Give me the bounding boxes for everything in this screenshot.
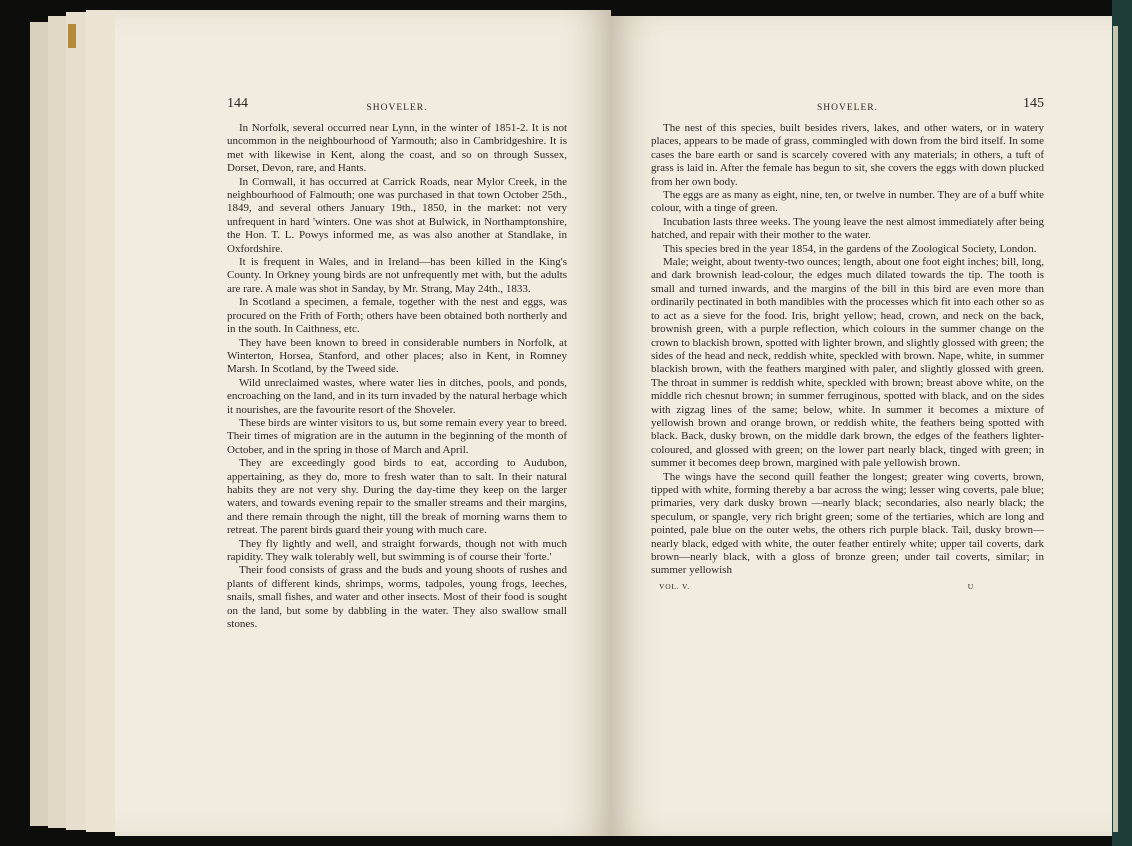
left-running-head — [227, 98, 567, 122]
paragraph: The eggs are as many as eight, nine, ten, or twelve in number. They are of a buff white colour, with a tinge of green. — [651, 189, 1044, 215]
right-page-number: 145 — [1023, 96, 1044, 111]
paragraph: Their food consists of grass and the buds and young shoots of rushes and plants of different kinds, shrimps, worms, tadpoles, young frogs, leeches, snails, small fishes, and water and other insects. Most of their food is sought on the land, but some by dabbling in the water. They also swallow small stones. — [227, 564, 567, 631]
left-page — [115, 10, 611, 836]
paragraph: This species bred in the year 1854, in the gardens of the Zoological Society, London. — [663, 242, 1037, 255]
paragraph: Male; weight, about twenty-two ounces; length, about one foot eight inches; bill, long, and dark brownish lead-colour, the edges much dilated towards the tip. The tooth is small and turned inwards, and the margins of the bill in this bird are even more than ordinarily pectinated in both mandibles with the processes which fit into each other so as to act as a sieve for the food. Iris, bright yellow; head, crown, and neck on the back, brownish green, with a purple reflection, which colours in the summer change on the crown to blackish brown, spotted with lighter brown, and slightly glossed with green; the sides of the head and neck, reddish white, speckled with brown. Nape, white, in summer blackish brown, with the feathers margined with paler, and slightly glossed with green. The throat in summer is reddish white, speckled with brown; breast above white, on the middle rich chesnut brown; in summer ferruginous, spotted with black, and on the sides with zigzag lines of the same; below, white. In summer it becomes a mixture of yellowish brown and orange brown, or reddish white, the feathers being spotted with black. Back, dusky brown, on the middle dark brown, the edges of the feathers lighter-coloured, and glossed with green; on the lower part nearly black, tinged with green; in summer it becomes deep brown, margined with pale yellowish brown. — [651, 256, 1044, 470]
paragraph: In Scotland a specimen, a female, together with the nest and eggs, was procured on the Frith of Forth; others have been obtained both northerly and in the south. In Caithness, etc. — [227, 296, 567, 336]
left-body-text — [227, 122, 567, 631]
paragraph: These birds are winter visitors to us, but some remain every year to breed. Their times of migration are in the autumn in the beginning of the month of October, and in the spring in those of March and April. — [227, 416, 567, 456]
right-running-title: SHOVELER. — [817, 103, 878, 113]
page-block-edge — [1113, 26, 1118, 832]
paragraph: They are exceedingly good birds to eat, according to Audubon, appertaining, as they do, more to fresh water than to salt. In their natural habits they are not very shy. During the day-time they keep on the larger waters, and towards evening repair to the smaller streams and their margins, and there remain through the night, till the break of morning warns them to retreat. The parent birds guard their young with much care. — [227, 457, 567, 537]
paragraph: The nest of this species, built besides rivers, lakes, and other waters, or in watery places, appears to be made of grass, commingled with down from the bird itself. In some cases the bare earth or sand is scarcely covered with any materials; in others, a tuft of grass is laid in. After the female has begun to sit, she covers the eggs with down plucked from her own body. — [651, 122, 1044, 188]
right-body-text — [651, 122, 1044, 578]
paragraph: It is frequent in Wales, and in Ireland—has been killed in the King's County. In Orkney young birds are not unfrequently met with, but the adults are rare. A male was shot in Sanday, by Mr. Strang, May 24th., 1833. — [227, 256, 567, 295]
signature-mark: U — [967, 581, 974, 591]
paragraph: They fly lightly and well, and straight forwards, though not with much rapidity. They walk tolerably well, but swimming is of course their 'forte.' — [227, 537, 567, 563]
paragraph: Incubation lasts three weeks. The young leave the nest almost immediately after being hatched, and repair with their mother to the water. — [651, 215, 1044, 242]
right-page — [611, 16, 1114, 836]
right-footer — [651, 582, 1044, 594]
right-running-head — [651, 98, 1044, 122]
paragraph: Wild unreclaimed wastes, where water lies in ditches, pools, and ponds, encroaching on the land, and in its turn invaded by the natural herbage which it nourishes, are the favourite resort of the Shoveler. — [227, 376, 567, 416]
paragraph: In Cornwall, it has occurred at Carrick Roads, near Mylor Creek, in the neighbourhood of Falmouth; one was purchased in that town October 25th., 1849, and several others January 19th., 1850, in the market: not very unfrequent in hard 'winters. One was shot at Bulwick, in Northamptonshire, the Hon. T. L. Powys informed me, as was also another at Standlake, in Oxfordshire. — [227, 175, 567, 255]
paragraph: The wings have the second quill feather the longest; greater wing coverts, brown, tipped with white, forming thereby a bar across the wing; lesser wing coverts, pale blue; primaries, very dark dusky brown —nearly black; secondaries, also nearly black; the speculum, or spangle, very rich bright green; some of the tertiaries, which are long and pointed, pale blue on the outer webs, the others rich purple black. Tail, dusky brown—nearly black, edged with white, the outer feather entirely white; upper tail coverts, dark brown—nearly black, with a gloss of bronze green; under tail coverts, similar; in summer yellowish — [651, 470, 1044, 577]
paragraph: They have been known to breed in considerable numbers in Norfolk, at Winterton, Horsea, Stanford, and other places; also in Kent, in Romney Marsh. In Scotland, by the Tweed side. — [227, 336, 567, 376]
left-running-title: SHOVELER. — [366, 103, 428, 113]
paragraph: In Norfolk, several occurred near Lynn, in the winter of 1851-2. It is not uncommon in the neighbourhood of Yarmouth; also in Cambridgeshire. It is met with likewise in Kent, along the coast, and so on through Sussex, Dorset, Devon, rare, and Hants. — [227, 122, 567, 175]
volume-mark: VOL. V. — [659, 581, 690, 591]
left-page-number: 144 — [227, 96, 248, 111]
bookmark-tab — [68, 24, 76, 48]
